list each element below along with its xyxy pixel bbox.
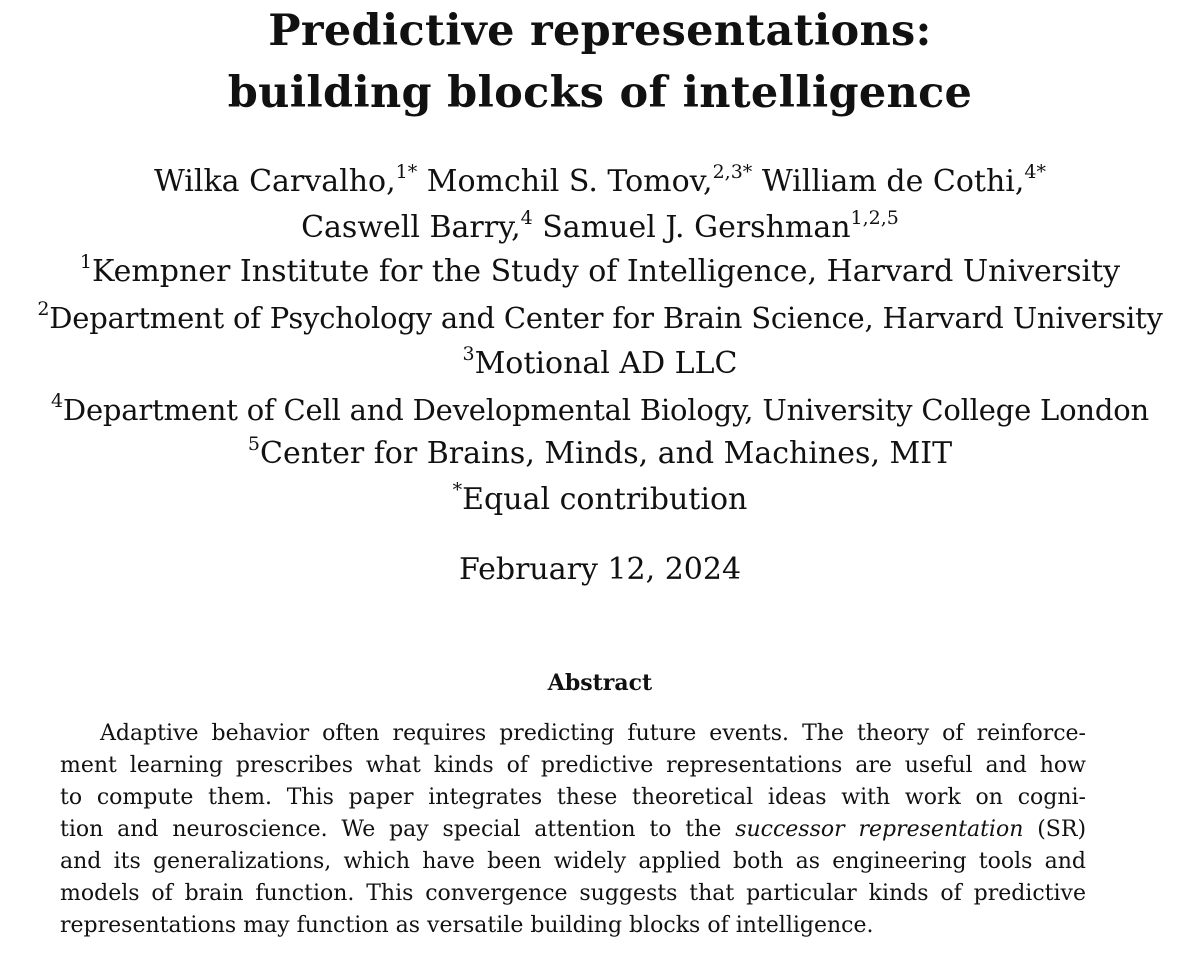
author-affiliation-marker: 2,3* — [712, 161, 753, 183]
equal-contribution-note — [0, 480, 1200, 520]
author-line-2 — [0, 208, 1200, 248]
affiliation-text: Motional AD LLC — [474, 346, 738, 381]
abstract-emphasis-successor-representation: successor representation — [735, 817, 1024, 842]
abstract-line-3: to compute them. This paper integrates these theoretical ideas with work on cogni- — [60, 785, 1086, 810]
author-affiliation-marker: 1,2,5 — [850, 207, 899, 229]
author-name: Caswell Barry, — [301, 210, 521, 245]
author-name: Samuel J. Gershman — [542, 210, 851, 245]
abstract-line-2: ment learning prescribes what kinds of predictive representations are useful and how — [60, 753, 1086, 778]
equal-contribution-marker: * — [452, 479, 463, 501]
affiliation-5 — [0, 434, 1200, 474]
abstract-heading: Abstract — [547, 670, 653, 696]
affiliation-4 — [0, 390, 1200, 430]
paper-title-line-1: Predictive representations: — [268, 6, 932, 56]
author-name: Momchil S. Tomov, — [426, 164, 713, 199]
abstract-line-1: Adaptive behavior often requires predicting future events. The theory of reinforce- — [100, 721, 1086, 746]
affiliation-3 — [0, 344, 1200, 384]
author-name: Wilka Carvalho, — [153, 164, 396, 199]
abstract-line-5: and its generalizations, which have been widely applied both as engineering tools and — [60, 849, 1086, 874]
abstract-line-4 — [60, 814, 1086, 846]
affiliation-marker: 3 — [462, 343, 475, 365]
author-name: William de Cothi, — [761, 164, 1025, 199]
affiliation-marker: 5 — [247, 433, 260, 455]
abstract-line-6: models of brain function. This convergence suggests that particular kinds of predictive — [60, 881, 1086, 906]
affiliation-text: Kempner Institute for the Study of Intelligence, Harvard University — [91, 254, 1121, 289]
abstract-body — [60, 718, 1086, 942]
affiliation-text: Department of Cell and Developmental Biology, University College London — [62, 393, 1149, 427]
paper-title-line-2: building blocks of intelligence — [227, 68, 973, 118]
publication-date: February 12, 2024 — [458, 552, 742, 587]
author-affiliation-marker: 1* — [395, 161, 418, 183]
affiliation-text: Department of Psychology and Center for Brain Science, Harvard University — [49, 301, 1163, 335]
abstract-line-4-start: tion and neuroscience. We pay special attention to the — [60, 817, 722, 842]
affiliation-1 — [0, 252, 1200, 292]
author-line-1 — [0, 162, 1200, 202]
author-affiliation-marker: 4 — [520, 207, 533, 229]
affiliation-marker: 4 — [51, 390, 63, 413]
affiliation-2 — [0, 298, 1200, 338]
affiliation-marker: 2 — [37, 298, 50, 321]
abstract-line-7: representations may function as versatile building blocks of intelligence. — [60, 913, 874, 938]
equal-contribution-text: Equal contribution — [462, 482, 748, 517]
abstract-line-4-end: (SR) — [1037, 817, 1087, 842]
author-affiliation-marker: 4* — [1024, 161, 1047, 183]
affiliation-text: Center for Brains, Minds, and Machines, MIT — [259, 436, 953, 471]
affiliation-marker: 1 — [79, 251, 92, 273]
